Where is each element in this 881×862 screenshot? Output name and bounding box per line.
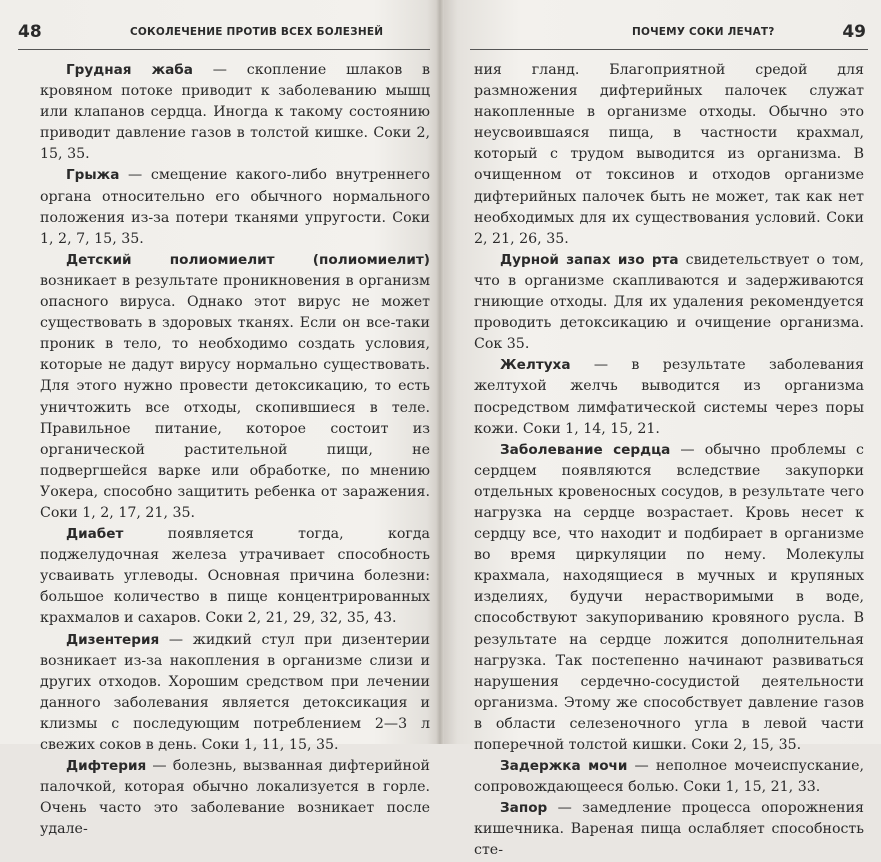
header-rule xyxy=(470,49,868,50)
entry-term: Задержка мочи xyxy=(500,758,628,775)
right-page-text xyxy=(474,60,864,862)
header-rule xyxy=(18,49,430,50)
entry-paragraph xyxy=(40,756,430,840)
entry-term: Дурной запах изо рта xyxy=(500,251,679,268)
entry-paragraph xyxy=(474,756,864,798)
running-head: ПОЧЕМУ СОКИ ЛЕЧАТ? xyxy=(632,26,775,38)
entry-text: возникает в результате проникновения в организм опасного вируса. Однако этот вирус не может существовать в здоровых тканях. Если он все-таки проник в тело, то необходимо создать условия, которые не дадут вирусу нормально существовать. Для этого нужно провести детоксикацию, то есть уничтожить все отходы, скопившиеся в теле. Правильное питание, которое состоит из органической растительной пищи, не подвергшейся варке или обработке, по мнению Уокера, способно защитить ребенка от заражения. Соки 1, 2, 17, 21, 35. xyxy=(40,272,430,521)
entry-term: Грыжа xyxy=(66,167,120,184)
entry-paragraph xyxy=(40,60,430,165)
entry-term: Заболевание сердца xyxy=(500,441,671,458)
entry-paragraph xyxy=(40,250,430,524)
entry-term: Дизентерия xyxy=(66,631,160,648)
entry-text: — болезнь, вызванная дифтерийной палочкой, которая обычно локализуется в горле. Очень часто это заболевание возникает после удале- xyxy=(40,758,430,838)
entry-paragraph xyxy=(40,630,430,757)
entry-text: — жидкий стул при дизентерии возникает из-за накопления в организме слизи и других отходов. Хорошим средством при лечении данного заболевания является детоксикация и клизмы с последующим потреблением 2—3 л свежих соков в день. Соки 1, 11, 15, 35. xyxy=(40,631,430,753)
right-page-header xyxy=(478,22,866,44)
entry-paragraph xyxy=(474,60,864,250)
entry-text: — замедление процесса опорожнения кишечника. Вареная пища ослабляет способность сте- xyxy=(474,800,864,859)
left-page xyxy=(0,0,440,838)
left-page-text xyxy=(40,60,430,840)
page-number: 48 xyxy=(18,22,42,42)
entry-text: — скопление шлаков в кровяном потоке приводит к заболеванию мышц или клапанов сердца. Иногда к такому состоянию приводит давление газов в толстой кишке. Соки 2, 15, 35. xyxy=(40,62,430,163)
running-head: СОКОЛЕЧЕНИЕ ПРОТИВ ВСЕХ БОЛЕЗНЕЙ xyxy=(130,26,384,38)
entry-text: ния гланд. Благоприятной средой для размножения дифтерийных палочек служат накопленные в организме отходы. Обычно это неусвоившаяся пища, в частности крахмал, который с трудом выводится из организма. В очищенном от токсинов и отходов организме дифтерийных палочек быть не может, так как нет необходимых для их существования условий. Соки 2, 21, 26, 35. xyxy=(474,62,864,247)
entry-paragraph xyxy=(40,524,430,629)
entry-paragraph xyxy=(40,165,430,249)
entry-paragraph xyxy=(474,250,864,355)
entry-term: Запор xyxy=(500,800,548,817)
entry-term: Детский полиомиелит (полиомиелит) xyxy=(66,251,430,268)
entry-text: — неполное мочеиспускание, сопровождающееся болью. Соки 1, 15, 21, 33. xyxy=(474,758,864,796)
entry-text: — обычно проблемы с сердцем появляются вследствие закупорки отдельных кровеносных сосудов, в результате чего нагрузка на сердце возрастает. Кровь несет к сердцу все, что находит и подбирает в организме во время циркуляции по нему. Молекулы крахмала, находящиеся в мучных и крупяных изделиях, будучи нерастворимыми в воде, способствуют закупориванию кровяного русла. В результате на сердце ложится дополнительная нагрузка. Так постепенно начинают развиваться нарушения сердечно-сосудистой деятельности организма. Этому же способствует давление газов в области селезеночного угла в левой части поперечной толстой кишки. Соки 2, 15, 35. xyxy=(474,441,864,753)
entry-text: появляется тогда, когда поджелудочная железа утрачивает способность усваивать углеводы. Основная причина болезни: большое количество в пище концентрированных крахмалов и сахаров. Соки 2, 21, 29, 32, 35, 43. xyxy=(40,526,430,627)
entry-term: Желтуха xyxy=(500,357,571,374)
page-number: 49 xyxy=(842,22,866,42)
right-page xyxy=(440,0,881,859)
entry-text: — смещение какого-либо внутреннего органа относительно его обычного нормального положения из-за потери тканями упругости. Соки 1, 2, 7, 15, 35. xyxy=(40,167,430,247)
entry-term: Грудная жаба xyxy=(66,62,193,78)
entry-paragraph xyxy=(474,440,864,756)
entry-term: Дифтерия xyxy=(66,758,147,775)
entry-text: — в результате заболевания желтухой желчь выводится из организма посредством лимфатической системы через поры кожи. Соки 1, 14, 15, 21. xyxy=(474,357,864,437)
left-page-header xyxy=(18,22,430,44)
entry-term: Диабет xyxy=(66,526,124,543)
entry-text: свидетельствует о том, что в организме скапливаются и задерживаются гниющие отходы. Для их удаления рекомендуется проводить детоксикацию и очищение организма. Сок 35. xyxy=(474,251,864,353)
book-gutter xyxy=(436,0,444,744)
entry-paragraph xyxy=(474,798,864,861)
entry-paragraph xyxy=(474,355,864,439)
